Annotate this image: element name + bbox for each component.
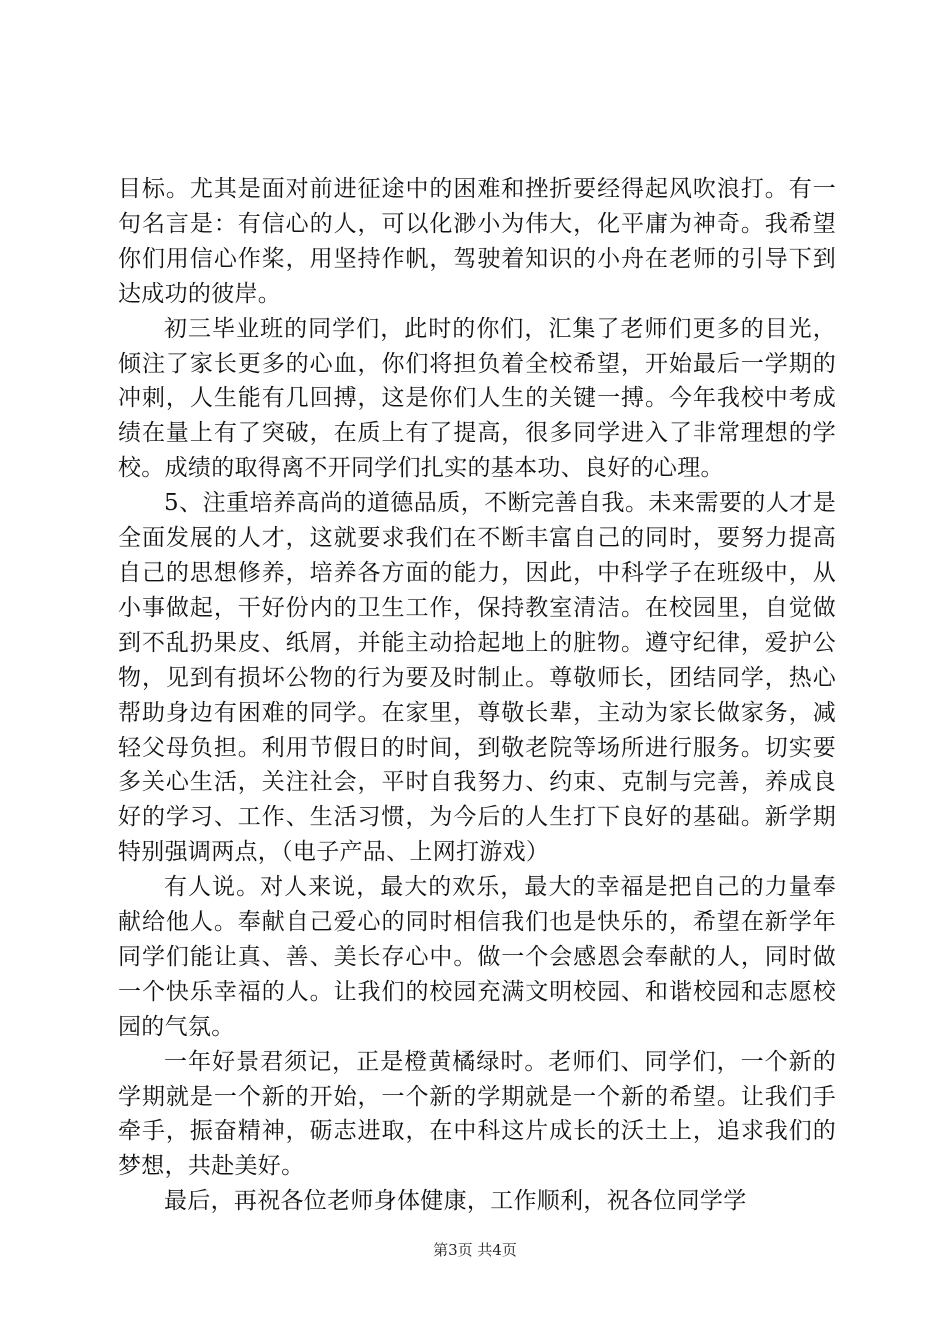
paragraph-moral-quality: 5、注重培养高尚的道德品质，不断完善自我。未来需要的人才是全面发展的人才，这就要求我们在不断丰富自己的同时，要努力提高自己的思想修养，培养各方面的能力，因此，中科学子在班级中，从小事做起，干好份内的卫生工作，保持教室清洁。在校园里，自觉做到不乱扔果皮、纸屑，并能主动拾起地上的脏物。遵守纪律，爱护公物，见到有损坏公物的行为要及时制止。尊敬师长，团结同学，热心帮助身边有困难的同学。在家里，尊敬长辈，主动为家长做家务，减轻父母负担。利用节假日的时间，到敬老院等场所进行服务。切实要多关心生活，关注社会，平时自我努力、约束、克制与完善，养成良好的学习、工作、生活习惯，为今后的人生打下良好的基础。新学期特别强调两点，（电子产品、上网打游戏） [118, 490, 836, 866]
paragraph-dedication: 有人说。对人来说，最大的欢乐，最大的幸福是把自己的力量奉献给他人。奉献自己爱心的同时相信我们也是快乐的，希望在新学年同学们能让真、善、美长存心中。做一个会感恩会奉献的人，同时做一个快乐幸福的人。让我们的校园充满文明校园、和谐校园和志愿校园的气氛。 [118, 874, 836, 1040]
paragraph-graduating-class: 初三毕业班的同学们，此时的你们，汇集了老师们更多的目光，倾注了家长更多的心血，你们将担负着全校希望，开始最后一学期的冲刺，人生能有几回搏，这是你们人生的关键一搏。今年我校中考成绩在量上有了突破，在质上有了提高，很多同学进入了非常理想的学校。成绩的取得离不开同学们扎实的基本功、良好的心理。 [118, 315, 836, 482]
document-body [118, 172, 836, 1219]
paragraph-new-semester: 一年好景君须记，正是橙黄橘绿时。老师们、同学们，一个新的学期就是一个新的开始，一个新的学期就是一个新的希望。让我们手牵手，振奋精神，砺志进取，在中科这片成长的沃土上，追求我们的梦想，共赴美好。 [118, 1048, 836, 1180]
paragraph-continued: 目标。尤其是面对前进征途中的困难和挫折要经得起风吹浪打。有一句名言是：有信心的人，可以化渺小为伟大，化平庸为神奇。我希望你们用信心作桨，用坚持作帆，驾驶着知识的小舟在老师的引导下到达成功的彼岸。 [118, 176, 836, 307]
page-number-footer: 第3页 共4页 [433, 1241, 517, 1259]
paragraph-closing: 最后，再祝各位老师身体健康，工作顺利，祝各位同学学 [164, 1188, 747, 1215]
